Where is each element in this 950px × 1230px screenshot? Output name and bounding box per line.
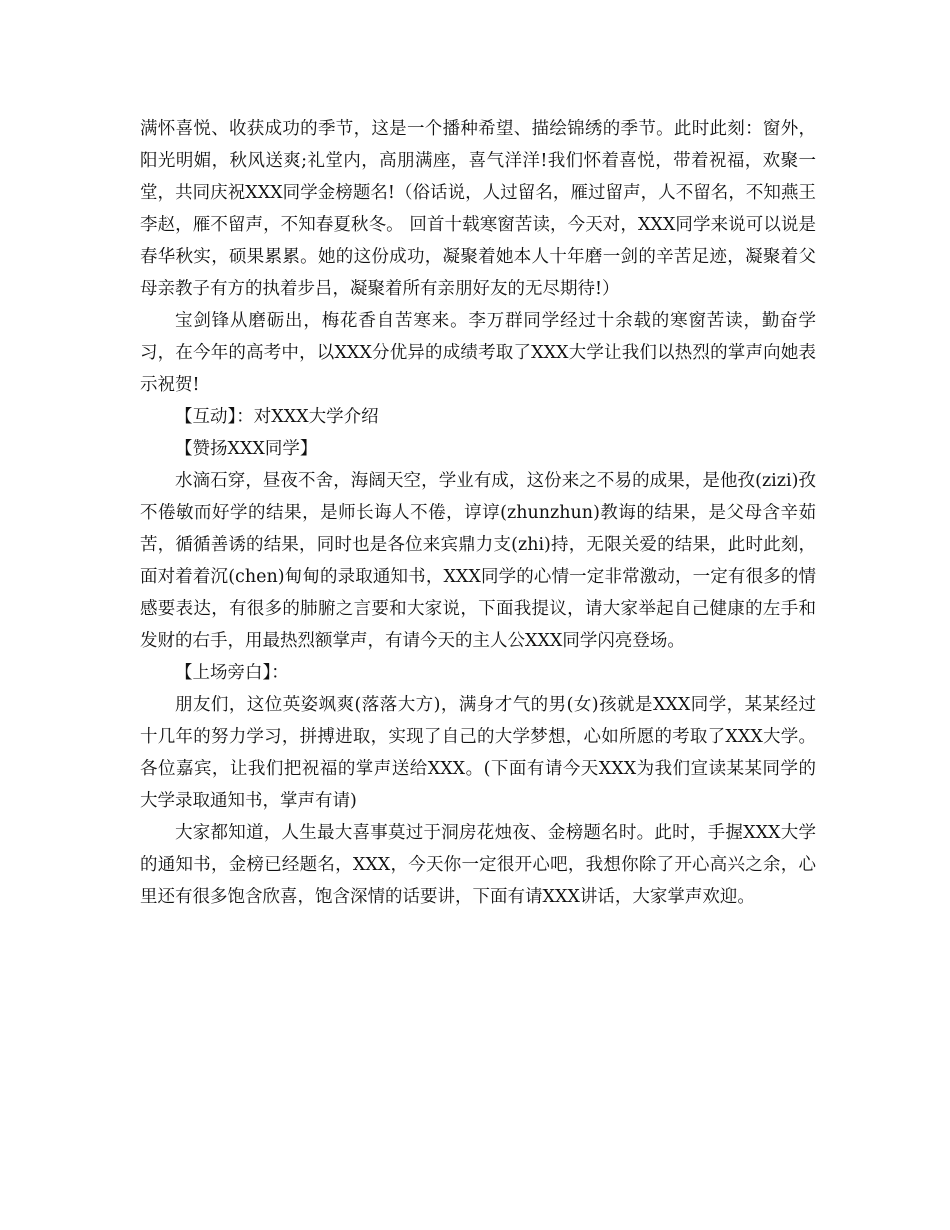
- paragraph-congratulation: 宝剑锋从磨砺出，梅花香自苦寒来。李万群同学经过十余载的寒窗苦读，勤奋学习，在今年的高考中，以XXX分优异的成绩考取了XXX大学让我们以热烈的掌声向她表示祝贺!: [140, 311, 816, 395]
- paragraph-praise-heading: 【赞扬XXX同学】: [175, 439, 318, 459]
- paragraph-praise-body: 水滴石穿，昼夜不舍，海阔天空，学业有成，这份来之不易的成果，是他孜(zizi)孜不倦敏而好学的结果，是师长诲人不倦，谆谆(zhunzhun)教诲的结果，是父母含辛茹苦，循循善诱的结果，同时也是各位来宾鼎力支(zhi)持，无限关爱的结果，此时此刻，面对着着沉(chen)甸甸的录取通知书，XXX同学的心情一定非常激动，一定有很多的情感要表达，有很多的肺腑之言要和大家说，下面我提议，请大家举起自己健康的左手和发财的右手，用最热烈额掌声，有请今天的主人公XXX同学闪亮登场。: [140, 471, 816, 651]
- paragraph-opening: 满怀喜悦、收获成功的季节，这是一个播种希望、描绘锦绣的季节。此时此刻：窗外，阳光明媚，秋风送爽;礼堂内，高朋满座，喜气洋洋!我们怀着喜悦，带着祝福，欢聚一堂，共同庆祝XXX同学金榜题名!（俗话说，人过留名，雁过留声，人不留名，不知燕王李赵，雁不留声，不知春夏秋冬。 回首十载寒窗苦读，今天对，XXX同学来说可以说是春华秋实，硕果累累。她的这份成功，凝聚着她本人十年磨一剑的辛苦足迹，凝聚着父母亲教子有方的执着步吕，凝聚着所有亲朋好友的无尽期待!）: [140, 119, 816, 299]
- document-body: [140, 113, 816, 913]
- paragraph-interaction-heading: 【互动】：对XXX大学介绍: [175, 407, 379, 427]
- paragraph-narration-heading: 【上场旁白】：: [175, 663, 289, 683]
- paragraph-closing: 大家都知道，人生最大喜事莫过于洞房花烛夜、金榜题名时。此时，手握XXX大学的通知书，金榜已经题名，XXX，今天你一定很开心吧，我想你除了开心高兴之余，心里还有很多饱含欣喜，饱含深情的话要讲，下面有请XXX讲话，大家掌声欢迎。: [140, 823, 816, 907]
- paragraph-narration-body: 朋友们，这位英姿飒爽(落落大方)，满身才气的男(女)孩就是XXX同学，某某经过十几年的努力学习，拼搏进取，实现了自己的大学梦想，心如所愿的考取了XXX大学。各位嘉宾，让我们把祝福的掌声送给XXX。(下面有请今天XXX为我们宣读某某同学的大学录取通知书，掌声有请): [140, 695, 816, 811]
